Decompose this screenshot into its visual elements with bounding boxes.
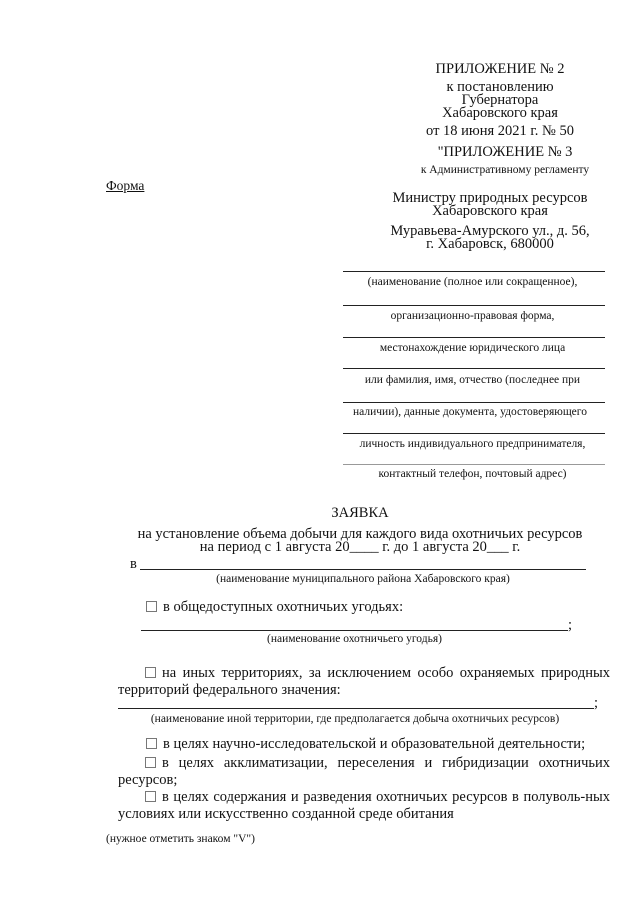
option-breeding-label: в целях содержания и разведения охотничьих ресурсов в полуволь-ных условиях или искусственно созданной среде обитания (118, 789, 610, 822)
applicant-hint-6: личность индивидуального предпринимателя, (359, 438, 586, 450)
option-acclimatization-label: в целях акклиматизации, переселения и гибридизации охотничьих ресурсов; (118, 755, 610, 788)
hunting-ground-semicolon: ; (568, 617, 573, 633)
applicant-hint-4: или фамилия, имя, отчество (последнее при (364, 374, 581, 386)
hunting-ground-hint: (наименование охотничьего угодья) (267, 633, 442, 645)
document-subtitle-1: на установление объема добычи для каждого вида охотничьих ресурсов (137, 526, 583, 542)
district-hint: (наименование муниципального района Хабаровского края) (216, 573, 510, 585)
addressee-line-1: Министру природных ресурсов (392, 190, 588, 206)
breeding-checkbox[interactable] (145, 791, 156, 802)
appendix-line-6: "ПРИЛОЖЕНИЕ № 3 (437, 144, 573, 160)
appendix-line-4: Хабаровского края (442, 105, 558, 121)
option-other-territories (118, 665, 610, 699)
addressee-line-4: г. Хабаровск, 680000 (426, 236, 554, 252)
district-line (140, 569, 586, 570)
appendix-line-1: ПРИЛОЖЕНИЕ № 2 (435, 61, 565, 77)
appendix-line-2: к постановлению (446, 79, 554, 95)
in-prefix: в (130, 556, 137, 572)
option-public (146, 600, 403, 615)
addressee-line-2: Хабаровского края (432, 203, 548, 219)
option-research (146, 737, 585, 752)
option-research-label: в целях научно-исследовательской и образовательной деятельности; (163, 736, 586, 752)
other-territory-line (118, 708, 594, 709)
hunting-ground-line (141, 630, 568, 631)
addressee-line-3: Муравьева-Амурского ул., д. 56, (390, 223, 590, 239)
form-label: Форма (106, 178, 145, 193)
applicant-line-2 (343, 305, 605, 306)
research-checkbox[interactable] (146, 738, 157, 749)
mark-note: (нужное отметить знаком "V") (106, 833, 255, 845)
document-subtitle-2: на период с 1 августа 20____ г. до 1 августа 20___ г. (199, 539, 521, 555)
option-other-territories-label: на иных территориях, за исключением особо охраняемых природных территорий федерального значения: (118, 665, 610, 698)
option-breeding (118, 789, 610, 823)
public-grounds-checkbox[interactable] (146, 601, 157, 612)
applicant-hint-2: организационно-правовая форма, (390, 310, 555, 322)
applicant-line-3 (343, 337, 605, 338)
appendix-line-3: Губернатора (461, 92, 539, 108)
applicant-line-5 (343, 402, 605, 403)
appendix-line-5: от 18 июня 2021 г. № 50 (426, 123, 574, 139)
applicant-hint-7: контактный телефон, почтовый адрес) (378, 468, 567, 480)
applicant-line-4 (343, 368, 605, 369)
applicant-hint-5: наличии), данные документа, удостоверяющего (353, 406, 587, 418)
other-territory-hint: (наименование иной территории, где предполагается добыча охотничьих ресурсов) (150, 713, 560, 725)
acclimatization-checkbox[interactable] (145, 757, 156, 768)
applicant-hint-3: местонахождение юридического лица (379, 342, 566, 354)
applicant-hint-1: (наименование (полное или сокращенное), (367, 276, 578, 288)
other-territory-semicolon: ; (594, 695, 599, 711)
other-territories-checkbox[interactable] (145, 667, 156, 678)
applicant-line-7 (343, 464, 605, 465)
applicant-line-6 (343, 433, 605, 434)
option-acclimatization (118, 755, 610, 789)
applicant-line-1 (343, 271, 605, 272)
appendix-line-7: к Административному регламенту (420, 164, 590, 176)
document-title: ЗАЯВКА (331, 505, 389, 521)
option-public-label: в общедоступных охотничьих угодьях: (163, 599, 404, 615)
